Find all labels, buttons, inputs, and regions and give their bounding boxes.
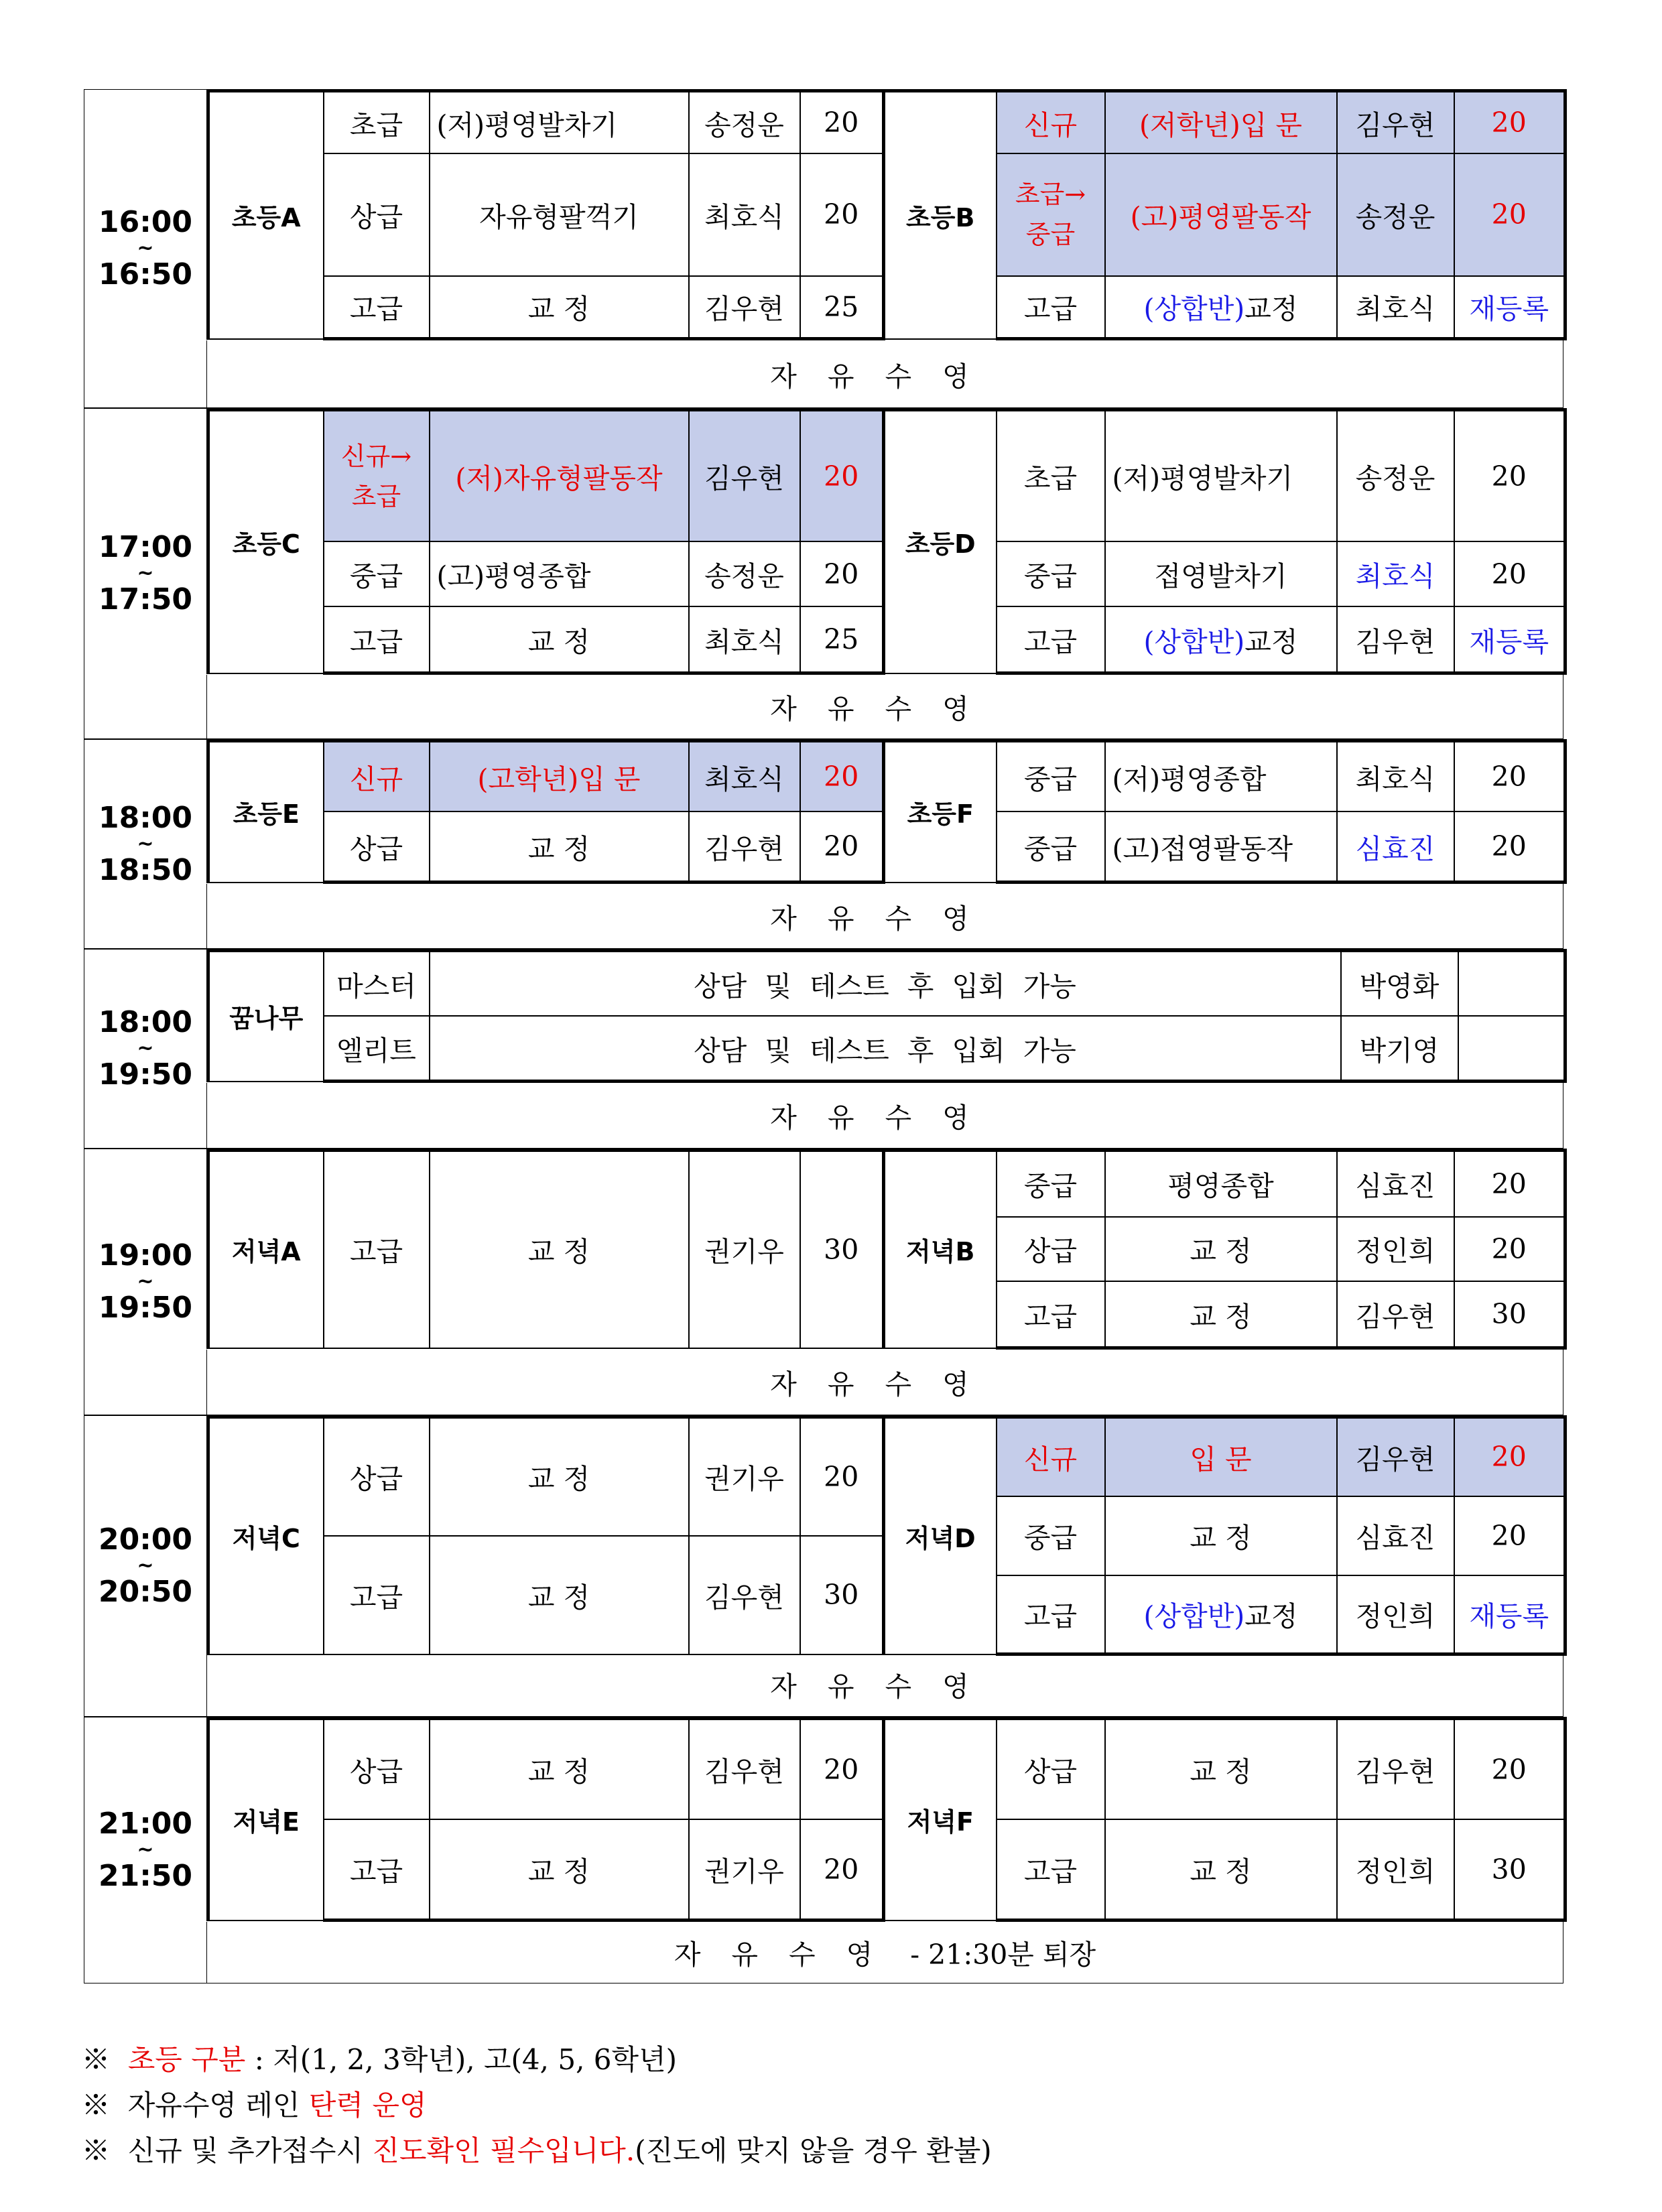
- teacher-cell: 송정운: [689, 541, 800, 606]
- teacher-cell: 송정운: [689, 91, 800, 154]
- level-cell: 고급: [997, 606, 1105, 673]
- count-cell: 20: [800, 811, 884, 883]
- course-cell: 교 정: [1105, 1281, 1337, 1348]
- free-swim-row: 자유수영: [206, 1652, 1563, 1717]
- teacher-cell: 심효진: [1337, 811, 1454, 883]
- teacher-cell: 박기영: [1341, 1016, 1458, 1082]
- count-cell: 20: [1454, 1151, 1565, 1217]
- level-cell: 초급: [324, 91, 430, 154]
- course-cell: (저)평영발차기: [1105, 410, 1337, 542]
- class-table-1: [206, 89, 1567, 340]
- time-start: 16:00: [98, 205, 193, 239]
- free-swim-row: 자유수영: [206, 884, 1563, 949]
- group-label: 저녁F: [884, 1719, 997, 1921]
- teacher-cell: 권기우: [689, 1819, 800, 1921]
- group-label: 저녁B: [884, 1151, 997, 1348]
- course-cell: 상담 및 테스트 후 입회 가능: [430, 1016, 1341, 1082]
- course-cell: 교 정: [1105, 1819, 1337, 1921]
- course-cell: (상합반)교정: [1105, 1575, 1337, 1654]
- teacher-cell: 김우현: [1337, 1719, 1454, 1820]
- course-cell: 교 정: [430, 1819, 689, 1921]
- course-cell: 교 정: [1105, 1496, 1337, 1575]
- teacher-cell: 최호식: [1337, 541, 1454, 606]
- course-cell: 접영발차기: [1105, 541, 1337, 606]
- teacher-cell: 김우현: [689, 811, 800, 883]
- level-cell: 고급: [997, 276, 1105, 339]
- teacher-cell: 심효진: [1337, 1496, 1454, 1575]
- count-cell: 재등록: [1454, 606, 1565, 673]
- level-cell: 상급: [997, 1217, 1105, 1282]
- count-cell: 20: [1454, 1719, 1565, 1820]
- teacher-cell: 김우현: [1337, 606, 1454, 673]
- teacher-cell: 권기우: [689, 1417, 800, 1536]
- level-cell: 고급: [324, 1151, 430, 1348]
- count-cell: 20: [800, 541, 884, 606]
- course-cell: 평영종합: [1105, 1151, 1337, 1217]
- level-cell: 중급: [997, 541, 1105, 606]
- time-slot-4: 18:00 ~ 19:50: [84, 949, 206, 1149]
- count-cell: 20: [800, 741, 884, 812]
- time-end: 20:50: [98, 1575, 193, 1609]
- count-cell: 20: [800, 153, 884, 276]
- time-start: 17:00: [98, 530, 193, 564]
- count-cell: 20: [800, 91, 884, 154]
- group-label: 저녁D: [884, 1417, 997, 1654]
- teacher-cell: 정인희: [1337, 1575, 1454, 1654]
- teacher-cell: 송정운: [1337, 410, 1454, 542]
- teacher-cell: 정인희: [1337, 1217, 1454, 1282]
- course-cell: 교 정: [1105, 1217, 1337, 1282]
- time-slot-7: 21:00 ~ 21:50: [84, 1717, 206, 1983]
- group-label: 저녁A: [208, 1151, 324, 1348]
- course-cell: 교 정: [430, 276, 689, 339]
- teacher-cell: 김우현: [689, 410, 800, 542]
- level-cell: 초급: [997, 410, 1105, 542]
- level-cell: 중급: [997, 1496, 1105, 1575]
- teacher-cell: 심효진: [1337, 1151, 1454, 1217]
- count-cell: 20: [1454, 811, 1565, 883]
- time-end: 16:50: [98, 257, 193, 291]
- course-cell: 교 정: [430, 1417, 689, 1536]
- level-cell: 신규: [997, 91, 1105, 154]
- class-table-4: [206, 949, 1567, 1083]
- teacher-cell: 김우현: [689, 1536, 800, 1654]
- time-start: 19:00: [98, 1238, 193, 1273]
- level-cell: 중급: [997, 1151, 1105, 1217]
- count-cell: 20: [1454, 91, 1565, 154]
- time-start: 20:00: [98, 1522, 193, 1557]
- course-cell: 상담 및 테스트 후 입회 가능: [430, 951, 1341, 1017]
- teacher-cell: 최호식: [689, 606, 800, 673]
- level-cell: 고급: [324, 606, 430, 673]
- level-cell: 고급: [324, 1536, 430, 1654]
- teacher-cell: 박영화: [1341, 951, 1458, 1017]
- course-cell: (고학년)입 문: [430, 741, 689, 812]
- group-label: 초등A: [208, 91, 324, 339]
- count-cell: 30: [800, 1536, 884, 1654]
- time-end: 19:50: [98, 1291, 193, 1325]
- level-cell: 고급: [997, 1819, 1105, 1921]
- course-cell: (상합반)교정: [1105, 606, 1337, 673]
- level-cell: 신규: [324, 741, 430, 812]
- count-cell: 30: [800, 1151, 884, 1348]
- teacher-cell: 최호식: [1337, 741, 1454, 812]
- teacher-cell: 권기우: [689, 1151, 800, 1348]
- teacher-cell: 송정운: [1337, 153, 1454, 276]
- level-cell: 고급: [324, 276, 430, 339]
- class-table-3: [206, 739, 1567, 884]
- count-cell: 재등록: [1454, 1575, 1565, 1654]
- note-2: ※ 자유수영 레인 탄력 운영: [82, 2089, 427, 2122]
- free-swim-row: 자유수영: [206, 1350, 1563, 1415]
- count-cell: 20: [800, 1719, 884, 1820]
- class-table-6: [206, 1415, 1567, 1656]
- level-cell: 상급: [997, 1719, 1105, 1820]
- course-cell: (저학년)입 문: [1105, 91, 1337, 154]
- level-cell: 고급: [997, 1281, 1105, 1348]
- note-1: ※ 초등 구분 : 저(1, 2, 3학년), 고(4, 5, 6학년): [82, 2043, 678, 2076]
- time-start: 21:00: [98, 1807, 193, 1841]
- level-cell: 상급: [324, 811, 430, 883]
- teacher-cell: 김우현: [1337, 1417, 1454, 1496]
- class-table-7: [206, 1717, 1567, 1922]
- teacher-cell: 김우현: [689, 276, 800, 339]
- group-label: 초등B: [884, 91, 997, 339]
- count-cell: 20: [800, 1819, 884, 1921]
- course-cell: (고)평영종합: [430, 541, 689, 606]
- teacher-cell: 최호식: [689, 741, 800, 812]
- teacher-cell: 김우현: [1337, 1281, 1454, 1348]
- count-cell: 25: [800, 276, 884, 339]
- level-cell: 신규: [997, 1417, 1105, 1496]
- course-cell: (저)평영발차기: [430, 91, 689, 154]
- course-cell: (저)자유형팔동작: [430, 410, 689, 542]
- group-label: 저녁E: [208, 1719, 324, 1921]
- level-cell: 고급: [997, 1575, 1105, 1654]
- notes: [82, 2037, 992, 2174]
- course-cell: (상합반)교정: [1105, 276, 1337, 339]
- count-cell: 20: [1454, 1217, 1565, 1282]
- count-cell: 30: [1454, 1281, 1565, 1348]
- time-slot-6: 20:00 ~ 20:50: [84, 1415, 206, 1717]
- time-slot-2: 17:00 ~ 17:50: [84, 408, 206, 739]
- free-swim-row-last: 자유수영 - 21:30분 퇴장: [206, 1922, 1563, 1983]
- level-cell: 엘리트: [324, 1016, 430, 1082]
- time-start: 18:00: [98, 1005, 193, 1039]
- time-end: 17:50: [98, 582, 193, 616]
- count-cell: [1458, 951, 1565, 1017]
- count-cell: 20: [1454, 1417, 1565, 1496]
- level-cell: 상급: [324, 1719, 430, 1820]
- course-cell: 입 문: [1105, 1417, 1337, 1496]
- teacher-cell: 최호식: [1337, 276, 1454, 339]
- teacher-cell: 김우현: [1337, 91, 1454, 154]
- free-swim-row: 자유수영: [206, 340, 1563, 408]
- time-start: 18:00: [98, 800, 193, 835]
- level-cell: 초급→ 중급: [997, 153, 1105, 276]
- free-swim-row: 자유수영: [206, 675, 1563, 739]
- level-cell: 상급: [324, 153, 430, 276]
- course-cell: 자유형팔꺽기: [430, 153, 689, 276]
- level-cell: 중급: [997, 741, 1105, 812]
- group-label: 저녁C: [208, 1417, 324, 1654]
- group-label: 초등C: [208, 410, 324, 673]
- count-cell: 30: [1454, 1819, 1565, 1921]
- time-slot-1: 16:00 ~ 16:50: [84, 89, 206, 408]
- course-cell: (저)평영종합: [1105, 741, 1337, 812]
- group-label: 초등F: [884, 741, 997, 883]
- count-cell: 25: [800, 606, 884, 673]
- group-label: 꿈나무: [208, 951, 324, 1082]
- count-cell: 재등록: [1454, 276, 1565, 339]
- count-cell: 20: [800, 410, 884, 542]
- count-cell: 20: [1454, 1496, 1565, 1575]
- level-cell: 마스터: [324, 951, 430, 1017]
- teacher-cell: 정인희: [1337, 1819, 1454, 1921]
- group-label: 초등D: [884, 410, 997, 673]
- count-cell: 20: [1454, 410, 1565, 542]
- teacher-cell: 최호식: [689, 153, 800, 276]
- course-cell: (고)접영팔동작: [1105, 811, 1337, 883]
- course-cell: 교 정: [430, 811, 689, 883]
- note-3: ※ 신규 및 추가접수시 진도확인 필수입니다.(진도에 맞지 않을 경우 환불): [82, 2134, 992, 2167]
- course-cell: 교 정: [1105, 1719, 1337, 1820]
- level-cell: 중급: [324, 541, 430, 606]
- class-table-2: [206, 408, 1567, 675]
- count-cell: [1458, 1016, 1565, 1082]
- count-cell: 20: [800, 1417, 884, 1536]
- level-cell: 고급: [324, 1819, 430, 1921]
- teacher-cell: 김우현: [689, 1719, 800, 1820]
- time-end: 21:50: [98, 1859, 193, 1893]
- level-cell: 중급: [997, 811, 1105, 883]
- course-cell: 교 정: [430, 1719, 689, 1820]
- course-cell: 교 정: [430, 1151, 689, 1348]
- count-cell: 20: [1454, 541, 1565, 606]
- level-cell: 상급: [324, 1417, 430, 1536]
- course-cell: 교 정: [430, 606, 689, 673]
- level-cell: 신규→ 초급: [324, 410, 430, 542]
- course-cell: (고)평영팔동작: [1105, 153, 1337, 276]
- class-table-5: [206, 1149, 1567, 1350]
- time-end: 19:50: [98, 1057, 193, 1092]
- group-label: 초등E: [208, 741, 324, 883]
- course-cell: 교 정: [430, 1536, 689, 1654]
- free-swim-row: 자유수영: [206, 1083, 1563, 1149]
- time-slot-5: 19:00 ~ 19:50: [84, 1149, 206, 1415]
- time-end: 18:50: [98, 852, 193, 887]
- time-slot-3: 18:00 ~ 18:50: [84, 739, 206, 949]
- count-cell: 20: [1454, 741, 1565, 812]
- count-cell: 20: [1454, 153, 1565, 276]
